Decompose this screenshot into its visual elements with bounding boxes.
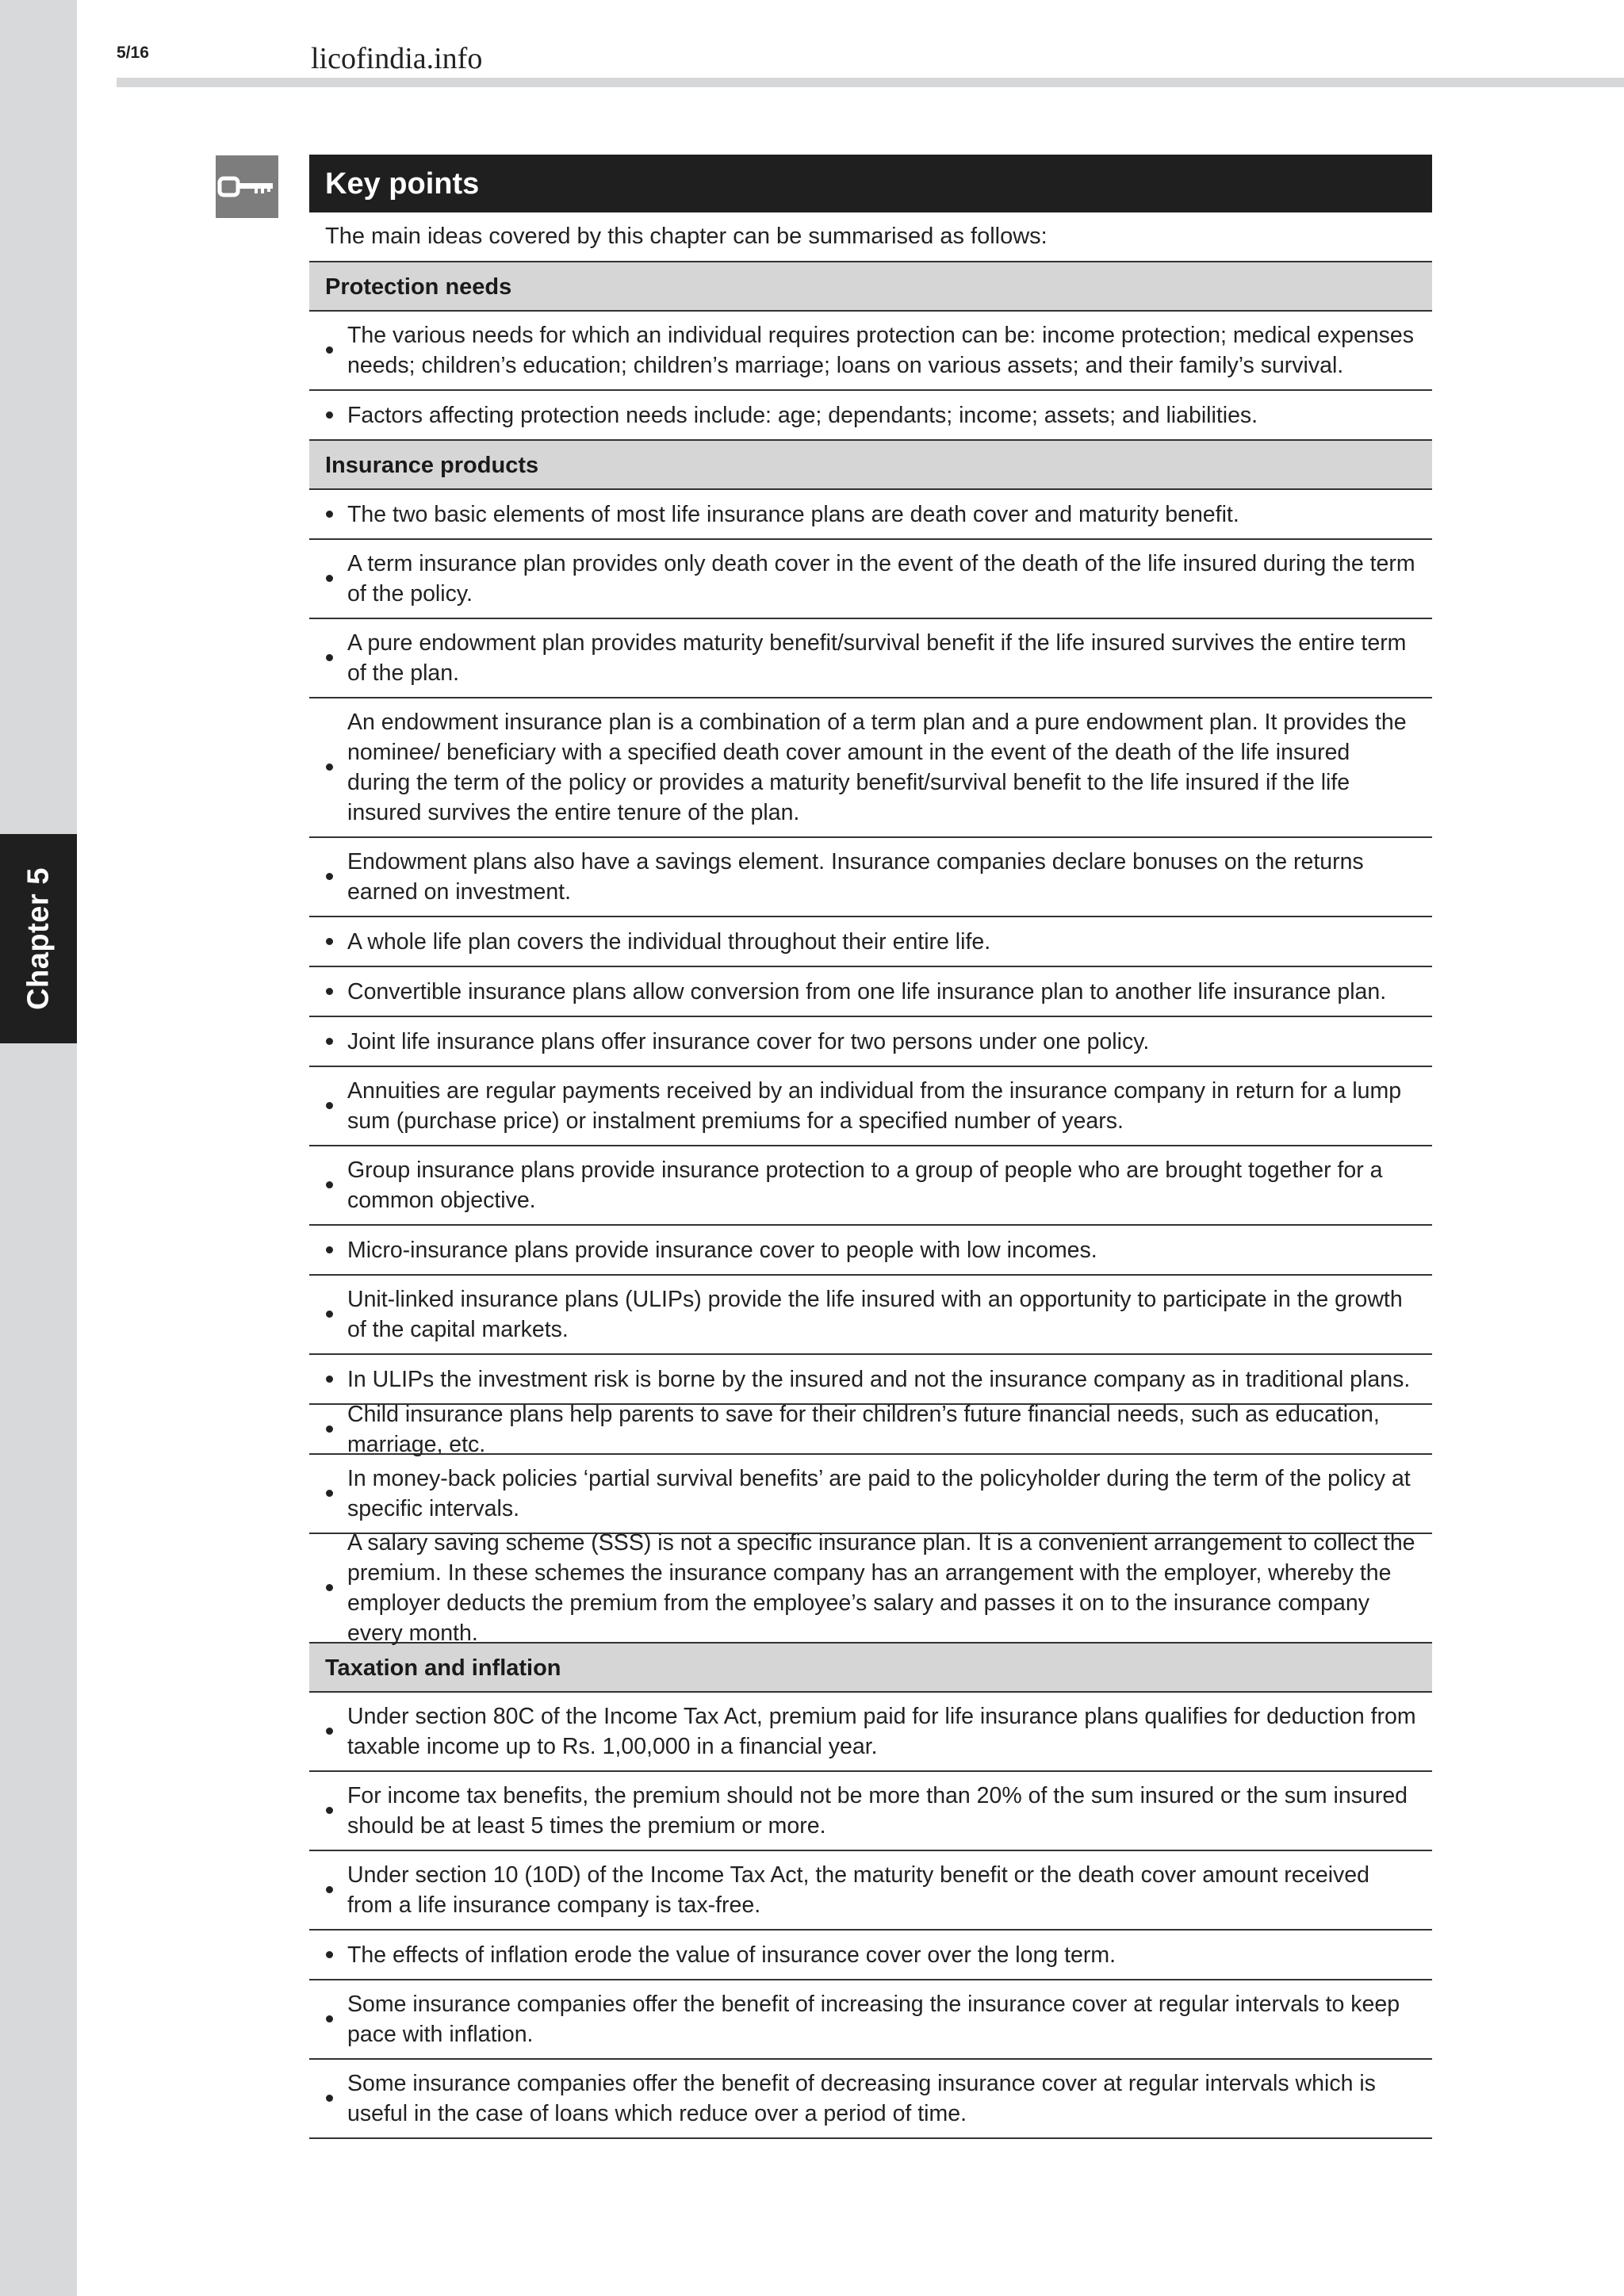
list-item-text: In ULIPs the investment risk is borne by the insured and not the insurance company as in traditional plans. — [347, 1366, 1411, 1392]
key-points-intro: The main ideas covered by this chapter can be summarised as follows: — [309, 212, 1432, 262]
bullet-icon — [326, 2015, 333, 2022]
bullet-icon — [326, 1886, 333, 1893]
list-item-text: Micro-insurance plans provide insurance cover to people with low incomes. — [347, 1237, 1097, 1263]
list-item-text: Under section 10 (10D) of the Income Tax Act, the maturity benefit or the death cover amount received from a life insurance company is tax-free. — [347, 1862, 1369, 1918]
list-item-text: A salary saving scheme (SSS) is not a specific insurance plan. It is a convenient arrangement to collect the premium. In these schemes the insurance company has an arrangement with the employer, whereby the employer deducts the premium from the employee’s salary and passes it on to the insurance company every month. — [347, 1530, 1415, 1646]
list-item — [309, 967, 1432, 1017]
list-item-text: Some insurance companies offer the benefit of decreasing insurance cover at regular intervals which is useful in the case of loans which reduce over a period of time. — [347, 2071, 1376, 2126]
header-rule — [117, 78, 1624, 87]
list-item-text: The effects of inflation erode the value of insurance cover over the long term. — [347, 1942, 1116, 1968]
section-heading-taxation-and-inflation: Taxation and inflation — [309, 1644, 1432, 1693]
bullet-icon — [326, 1246, 333, 1253]
bullet-icon — [326, 873, 333, 880]
list-item-text: Annuities are regular payments received by an individual from the insurance company in return for a lump sum (purchase price) or instalment premiums for a specified number of years. — [347, 1078, 1402, 1134]
key-points-panel — [309, 155, 1432, 2139]
list-item-text: For income tax benefits, the premium should not be more than 20% of the sum insured or the sum insured should be at least 5 times the premium or more. — [347, 1783, 1408, 1839]
list-item — [309, 1530, 1432, 1646]
list-item-text: In money-back policies ‘partial survival benefits’ are paid to the policyholder during the term of the policy at specific intervals. — [347, 1466, 1411, 1521]
list-item — [309, 1455, 1432, 1534]
bullet-icon — [326, 1728, 333, 1735]
bullet-icon — [326, 1490, 333, 1497]
bullet-icon — [326, 411, 333, 419]
key-icon — [216, 155, 278, 218]
bullet-icon — [326, 1102, 333, 1109]
bullet-icon — [326, 346, 333, 354]
bullet-icon — [326, 575, 333, 582]
list-item-text: An endowment insurance plan is a combination of a term plan and a pure endowment plan. It provides the nominee/ beneficiary with a specified death cover amount in the event of the death of the life insured during the term of the policy or provides a maturity benefit/survival benefit to the life insured if the life insured survives the entire tenure of the plan. — [347, 710, 1407, 825]
list-item — [309, 1980, 1432, 2060]
list-item — [309, 917, 1432, 967]
list-item-text: Some insurance companies offer the benefit of increasing the insurance cover at regular intervals to keep pace with inflation. — [347, 1992, 1400, 2047]
bullet-icon — [326, 654, 333, 661]
list-item-text: The two basic elements of most life insurance plans are death cover and maturity benefit. — [347, 501, 1239, 527]
list-item-text: Unit-linked insurance plans (ULIPs) provide the life insured with an opportunity to participate in the growth of the capital markets. — [347, 1287, 1403, 1342]
side-strip — [0, 0, 77, 2296]
list-item-text: Factors affecting protection needs include: age; dependants; income; assets; and liabilities. — [347, 402, 1258, 428]
list-item-text: Endowment plans also have a savings element. Insurance companies declare bonuses on the returns earned on investment. — [347, 849, 1364, 905]
list-item-text: Child insurance plans help parents to save for their children’s future financial needs, such as education, marriage, etc. — [347, 1401, 1380, 1457]
list-item — [309, 1931, 1432, 1980]
list-item — [309, 1226, 1432, 1276]
list-item — [309, 619, 1432, 698]
site-name: licofindia.info — [311, 42, 483, 75]
bullet-icon — [326, 988, 333, 995]
bullet-icon — [326, 511, 333, 518]
bullet-icon — [326, 1425, 333, 1433]
list-item-text: A pure endowment plan provides maturity benefit/survival benefit if the life insured survives the entire term of the plan. — [347, 630, 1407, 686]
chapter-tab — [0, 834, 77, 1043]
bullet-icon — [326, 1311, 333, 1318]
bullet-icon — [326, 938, 333, 945]
list-item-text: The various needs for which an individual requires protection can be: income protection; medical expenses needs; children’s education; children’s marriage; loans on various assets; and their family’s survival. — [347, 323, 1414, 378]
bullet-icon — [326, 1951, 333, 1958]
chapter-label: Chapter 5 — [21, 867, 55, 1010]
list-item-text: Convertible insurance plans allow conversion from one life insurance plan to another life insurance plan. — [347, 978, 1387, 1004]
list-item — [309, 540, 1432, 619]
list-item — [309, 1693, 1432, 1772]
list-item — [309, 2060, 1432, 2139]
list-item — [309, 490, 1432, 540]
bullet-icon — [326, 763, 333, 771]
list-item-text: A term insurance plan provides only death cover in the event of the death of the life insured during the term of the policy. — [347, 551, 1415, 607]
list-item — [309, 391, 1432, 441]
section-heading-insurance-products: Insurance products — [309, 441, 1432, 490]
bullet-icon — [326, 1038, 333, 1045]
page-number: 5/16 — [117, 44, 149, 62]
list-item — [309, 1851, 1432, 1931]
list-item-text: Joint life insurance plans offer insurance cover for two persons under one policy. — [347, 1028, 1150, 1054]
section-heading-protection-needs: Protection needs — [309, 262, 1432, 312]
bullet-icon — [326, 1807, 333, 1814]
key-points-title: Key points — [309, 155, 1432, 212]
list-item — [309, 1772, 1432, 1851]
list-item — [309, 1355, 1432, 1405]
list-item-text: Group insurance plans provide insurance protection to a group of people who are brought together for a common objective. — [347, 1158, 1383, 1213]
bullet-icon — [326, 1376, 333, 1383]
bullet-icon — [326, 2095, 333, 2102]
list-item — [309, 838, 1432, 917]
list-item-text: A whole life plan covers the individual throughout their entire life. — [347, 928, 991, 955]
bullet-icon — [326, 1584, 333, 1591]
list-item — [309, 1276, 1432, 1355]
bullet-icon — [326, 1181, 333, 1188]
list-item — [309, 312, 1432, 391]
list-item — [309, 698, 1432, 838]
list-item — [309, 1401, 1432, 1457]
list-item — [309, 1067, 1432, 1146]
list-item-text: Under section 80C of the Income Tax Act, premium paid for life insurance plans qualifies for deduction from taxable income up to Rs. 1,00,000 in a financial year. — [347, 1704, 1416, 1759]
list-item — [309, 1017, 1432, 1067]
list-item — [309, 1146, 1432, 1226]
